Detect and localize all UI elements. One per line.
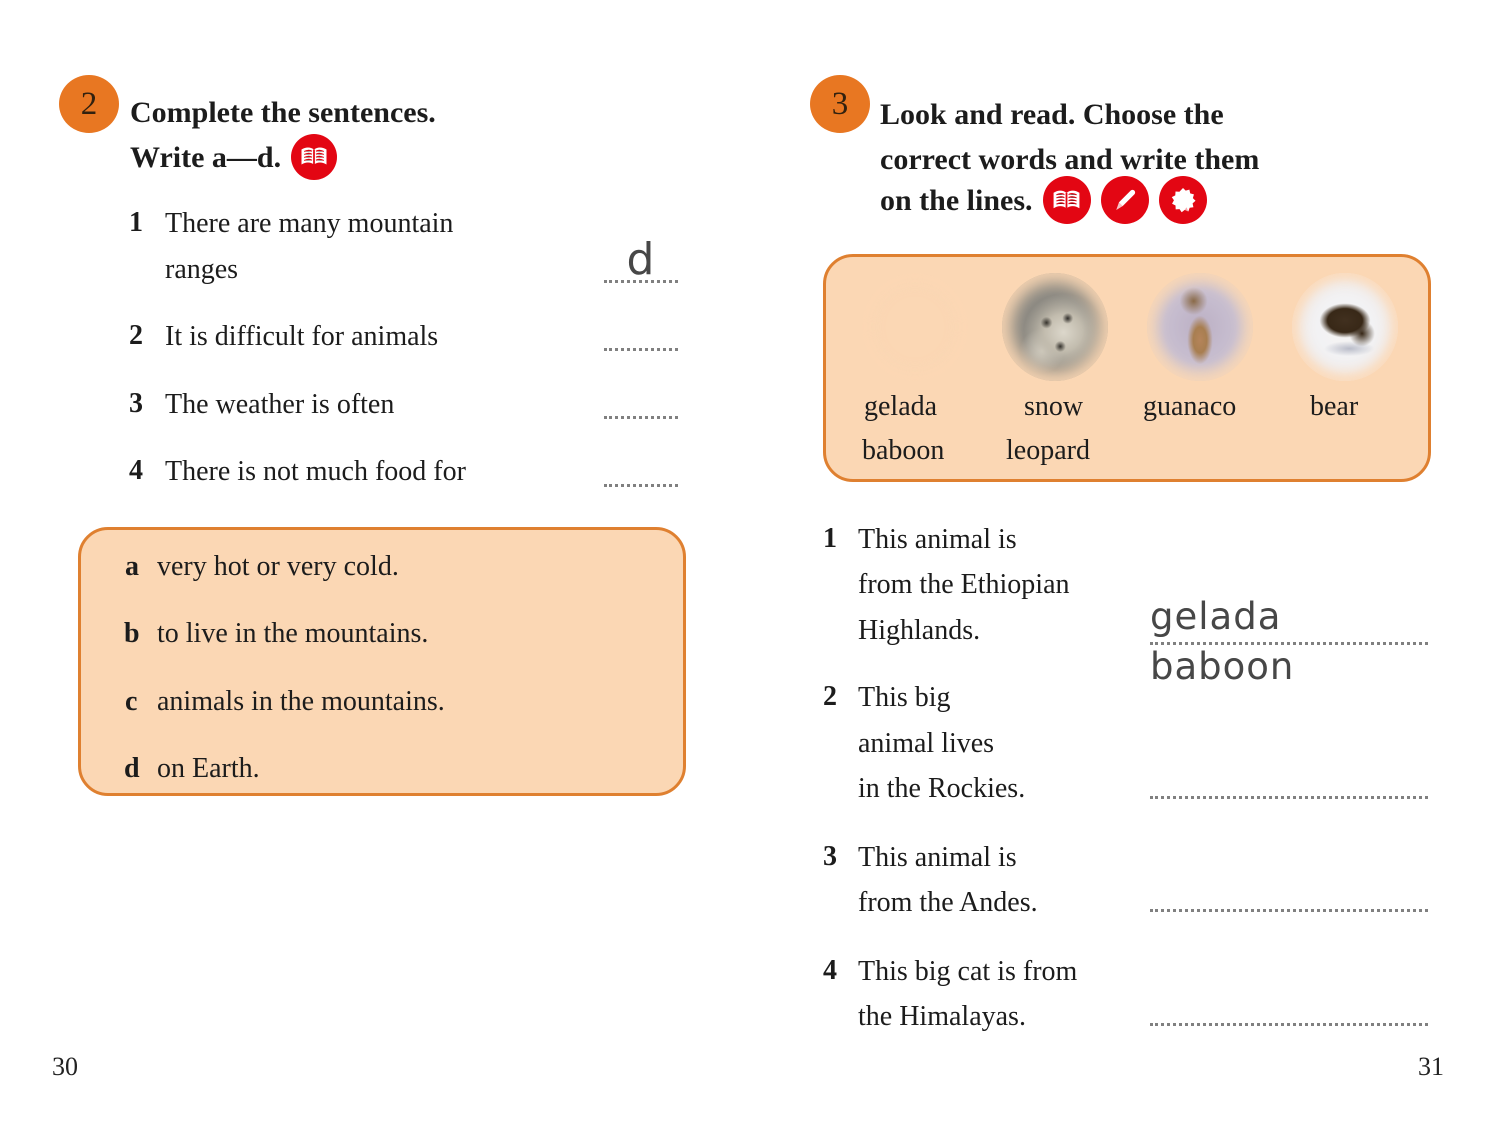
- ex2-item4-number: 4: [129, 455, 143, 486]
- ex3-item4-answer-line[interactable]: [1150, 983, 1428, 1026]
- exercise3-title-line2: correct words and write them: [880, 143, 1260, 176]
- ex2-item1-line2: ranges: [165, 254, 239, 285]
- ex3-item2-number: 2: [823, 681, 837, 712]
- ex2-item3-line1: The weather is often: [165, 389, 395, 420]
- ex3-item2-line1: This big: [858, 682, 951, 713]
- ex3-item4-number: 4: [823, 955, 837, 986]
- pencil-icon: [1101, 176, 1149, 224]
- ex3-item1-number: 1: [823, 523, 837, 554]
- word-bank-label-snow: snow: [1024, 391, 1084, 422]
- ex2-item1-line1: There are many mountain: [165, 208, 454, 239]
- ex3-word-bank-panel: [823, 254, 1431, 482]
- ex3-item2-answer-line[interactable]: [1150, 756, 1428, 799]
- ex3-item4-line2: the Himalayas.: [858, 1001, 1026, 1032]
- option-d-text: on Earth.: [157, 753, 260, 784]
- ex3-item4-line1: This big cat is from: [858, 956, 1078, 987]
- ex2-item1-answer: d: [626, 234, 656, 285]
- right-page-number: 31: [1418, 1052, 1444, 1081]
- word-bank-label-guanaco: guanaco: [1143, 391, 1237, 422]
- ex2-item2-answer-line[interactable]: [604, 308, 678, 351]
- ex2-item4-line1: There is not much food for: [165, 456, 466, 487]
- sticker-icon: [1159, 176, 1207, 224]
- option-a-letter: a: [125, 551, 139, 582]
- ex2-item3-answer-line[interactable]: [604, 376, 678, 419]
- ex3-item1-line1: This animal is: [858, 524, 1017, 555]
- gelada-baboon-photo: [862, 273, 968, 381]
- exercise2-title-line1: Complete the sentences.: [130, 96, 436, 129]
- ex2-options-panel: [78, 527, 686, 796]
- book-icon: [1043, 176, 1091, 224]
- exercise3-title-line3: on the lines.: [880, 183, 1033, 217]
- word-bank-label-bear: bear: [1310, 391, 1359, 422]
- snow-leopard-photo: [1002, 273, 1108, 381]
- ex3-item3-line1: This animal is: [858, 842, 1017, 873]
- ex3-item3-answer-line[interactable]: [1150, 869, 1428, 912]
- ex3-item1-answer-line[interactable]: [1150, 592, 1428, 688]
- ex2-item2-line1: It is difficult for animals: [165, 321, 439, 352]
- exercise3-number-badge: [810, 75, 870, 133]
- ex2-item2-number: 2: [129, 320, 143, 351]
- ex3-item3-line2: from the Andes.: [858, 887, 1038, 918]
- ex2-item4-answer-line[interactable]: [604, 444, 678, 487]
- open-book-glyph: [1051, 185, 1082, 216]
- option-c-letter: c: [125, 686, 138, 717]
- word-bank-label-leopard: leopard: [1006, 435, 1090, 466]
- exercise2-title-line2: Write a—d.: [130, 140, 282, 174]
- exercise3-title-line1: Look and read. Choose the: [880, 98, 1224, 131]
- exercise3-number: 3: [831, 85, 849, 122]
- option-b-text: to live in the mountains.: [157, 618, 429, 649]
- ex2-item3-number: 3: [129, 388, 143, 419]
- word-bank-label-baboon: baboon: [862, 435, 945, 466]
- ex3-item2-line2: animal lives: [858, 728, 995, 759]
- ex2-item1-answer-line[interactable]: [604, 234, 678, 285]
- option-d-letter: d: [124, 753, 140, 784]
- ex3-item1-line2: from the Ethiopian: [858, 569, 1070, 600]
- guanaco-photo: [1147, 273, 1253, 381]
- ex3-item3-number: 3: [823, 841, 837, 872]
- sticker-glyph: [1167, 184, 1199, 216]
- option-c-text: animals in the mountains.: [157, 686, 445, 717]
- left-page-number: 30: [52, 1052, 78, 1081]
- exercise2-number-badge: [59, 75, 119, 133]
- ex3-item1-line3: Highlands.: [858, 615, 981, 646]
- option-b-letter: b: [124, 618, 140, 649]
- pencil-glyph: [1110, 185, 1140, 215]
- exercise2-number: 2: [80, 85, 98, 122]
- ex3-item1-answer: gelada baboon: [1150, 595, 1295, 688]
- ex3-item2-line3: in the Rockies.: [858, 773, 1026, 804]
- option-a-text: very hot or very cold.: [157, 551, 399, 582]
- word-bank-label-gelada: gelada: [864, 391, 938, 422]
- book-icon: [291, 134, 337, 180]
- bear-photo: [1292, 273, 1398, 381]
- ex2-item1-number: 1: [129, 207, 143, 238]
- open-book-glyph: [299, 142, 329, 172]
